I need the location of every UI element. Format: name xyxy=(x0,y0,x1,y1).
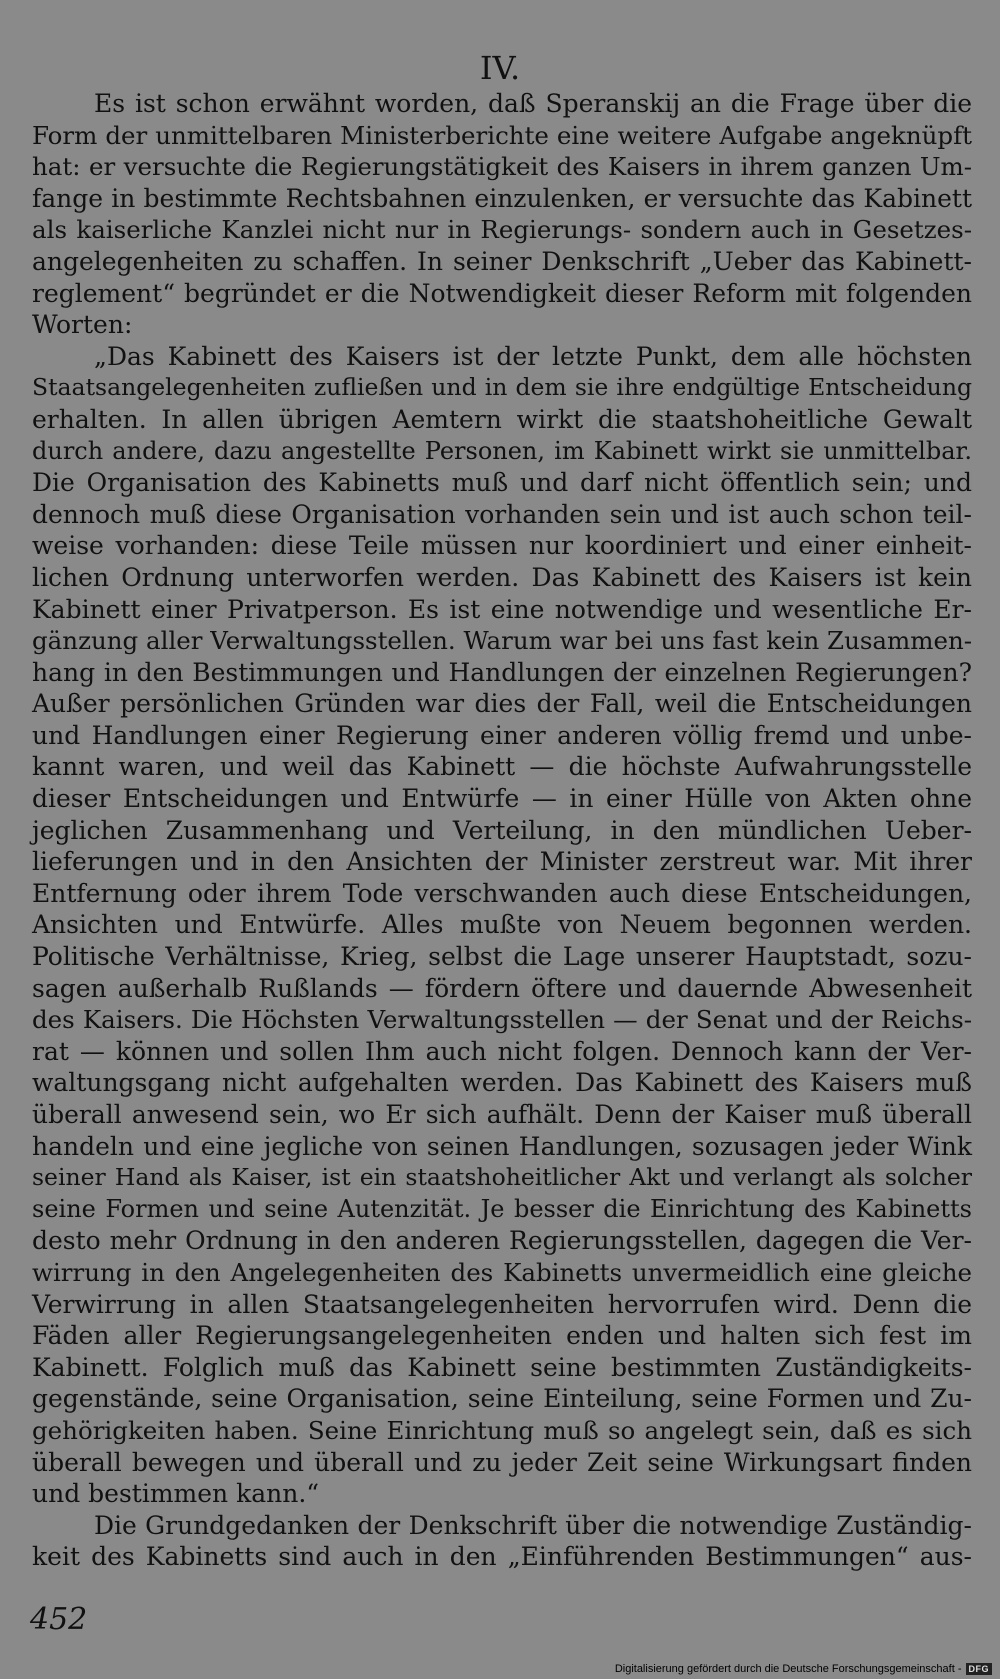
text-line: Entfernung oder ihrem Tode verschwanden auch diese Entscheidungen, xyxy=(32,878,972,908)
text-line: reglement“ begründet er die Notwendigkeit dieser Reform mit folgenden xyxy=(32,278,972,308)
text-line: des Kaisers. Die Höchsten Verwaltungsstellen — der Senat und der Reichs- xyxy=(32,1005,972,1035)
text-line: lichen Ordnung unterworfen werden. Das Kabinett des Kaisers ist kein xyxy=(32,562,972,592)
text-line: Ansichten und Entwürfe. Alles mußte von Neuem begonnen werden. xyxy=(32,910,972,940)
text-line: dieser Entscheidungen und Entwürfe — in einer Hülle von Akten ohne xyxy=(32,784,972,814)
text-line: hang in den Bestimmungen und Handlungen der einzelnen Regierungen? xyxy=(32,657,972,687)
text-line: überall bewegen und überall und zu jeder Zeit seine Wirkungsart finden xyxy=(32,1447,972,1477)
text-line: Kabinett einer Privatperson. Es ist eine notwendige und wesentliche Er- xyxy=(32,594,972,624)
footer-credit xyxy=(615,1663,992,1675)
text-line: gegenstände, seine Organisation, seine Einteilung, seine Formen und Zu- xyxy=(32,1384,972,1414)
text-line: keit des Kabinetts sind auch in den „Einführenden Bestimmungen“ aus- xyxy=(32,1542,972,1572)
chapter-heading: IV. xyxy=(479,49,521,87)
text-line: Verwirrung in allen Staatsangelegenheiten hervorrufen wird. Denn die xyxy=(32,1289,972,1319)
text-line: wirrung in den Angelegenheiten des Kabinetts unvermeidlich eine gleiche xyxy=(32,1257,972,1287)
text-line: fange in bestimmte Rechtsbahnen einzulenken, er versuchte das Kabinett xyxy=(32,183,972,213)
text-line: Die Grundgedanken der Denkschrift über die notwendige Zuständig- xyxy=(94,1510,972,1540)
text-line: Kabinett. Folglich muß das Kabinett seine bestimmten Zuständigkeits- xyxy=(32,1352,972,1382)
text-line: kannt waren, und weil das Kabinett — die höchste Aufwahrungsstelle xyxy=(32,752,972,782)
page-number: 452 xyxy=(30,1602,88,1637)
text-line: „Das Kabinett des Kaisers ist der letzte Punkt, dem alle höchsten xyxy=(94,341,972,371)
text-line: sagen außerhalb Rußlands — fördern öftere und dauernde Abwesenheit xyxy=(32,973,972,1003)
body-text xyxy=(32,88,972,1573)
text-line: desto mehr Ordnung in den anderen Regierungsstellen, dagegen die Ver- xyxy=(32,1226,972,1256)
text-line: erhalten. In allen übrigen Aemtern wirkt die staatshoheitliche Gewalt xyxy=(32,404,972,434)
footer-credit-text: Digitalisierung gefördert durch die Deutsche Forschungsgemeinschaft - xyxy=(614,1663,962,1675)
text-line: Politische Verhältnisse, Krieg, selbst die Lage unserer Hauptstadt, sozu- xyxy=(32,942,972,972)
text-line: jeglichen Zusammenhang und Verteilung, in den mündlichen Ueber- xyxy=(32,815,972,845)
text-line: Form der unmittelbaren Ministerberichte eine weitere Aufgabe angeknüpft xyxy=(32,120,972,150)
text-line: dennoch muß diese Organisation vorhanden sein und ist auch schon teil- xyxy=(32,499,972,529)
text-line: Außer persönlichen Gründen war dies der Fall, weil die Entscheidungen xyxy=(32,689,972,719)
text-line: hat: er versuchte die Regierungstätigkeit des Kaisers in ihrem ganzen Um- xyxy=(32,152,972,182)
text-line: überall anwesend sein, wo Er sich aufhält. Denn der Kaiser muß überall xyxy=(32,1100,972,1129)
dfg-logo-icon: DFG xyxy=(966,1663,993,1675)
text-line: Die Organisation des Kabinetts muß und darf nicht öffentlich sein; und xyxy=(32,468,972,498)
text-line: angelegenheiten zu schaffen. In seiner Denkschrift „Ueber das Kabinett- xyxy=(32,246,972,276)
text-line: lieferungen und in den Ansichten der Minister zerstreut war. Mit ihrer xyxy=(32,847,972,877)
text-line: handeln und eine jegliche von seinen Handlungen, sozusagen jeder Wink xyxy=(32,1131,972,1161)
text-line: seine Formen und seine Autenzität. Je besser die Einrichtung des Kabinetts xyxy=(32,1194,972,1223)
text-line: rat — können und sollen Ihm auch nicht folgen. Dennoch kann der Ver- xyxy=(32,1036,972,1066)
text-line: Worten: xyxy=(32,310,133,340)
text-line: und Handlungen einer Regierung einer anderen völlig fremd und unbe- xyxy=(32,720,972,750)
text-line: gehörigkeiten haben. Seine Einrichtung muß so angelegt sein, daß es sich xyxy=(32,1415,972,1445)
text-line: seiner Hand als Kaiser, ist ein staatshoheitlicher Akt und verlangt als solcher xyxy=(32,1163,972,1192)
text-line: weise vorhanden: diese Teile müssen nur koordiniert und einer einheit- xyxy=(32,531,972,561)
text-line: waltungsgang nicht aufgehalten werden. Das Kabinett des Kaisers muß xyxy=(32,1068,972,1098)
text-line: durch andere, dazu angestellte Personen, im Kabinett wirkt sie unmittelbar. xyxy=(32,436,972,465)
text-line: Es ist schon erwähnt worden, daß Speranskij an die Frage über die xyxy=(94,89,972,118)
text-line: Staatsangelegenheiten zufließen und in dem sie ihre endgültige Entscheidung xyxy=(32,373,972,402)
text-line: und bestimmen kann.“ xyxy=(32,1479,320,1509)
text-line: Fäden aller Regierungsangelegenheiten enden und halten sich fest im xyxy=(32,1321,972,1351)
text-line: als kaiserliche Kanzlei nicht nur in Regierungs- sondern auch in Gesetzes- xyxy=(32,215,972,245)
text-line: gänzung aller Verwaltungsstellen. Warum war bei uns fast kein Zusammen- xyxy=(32,626,973,656)
